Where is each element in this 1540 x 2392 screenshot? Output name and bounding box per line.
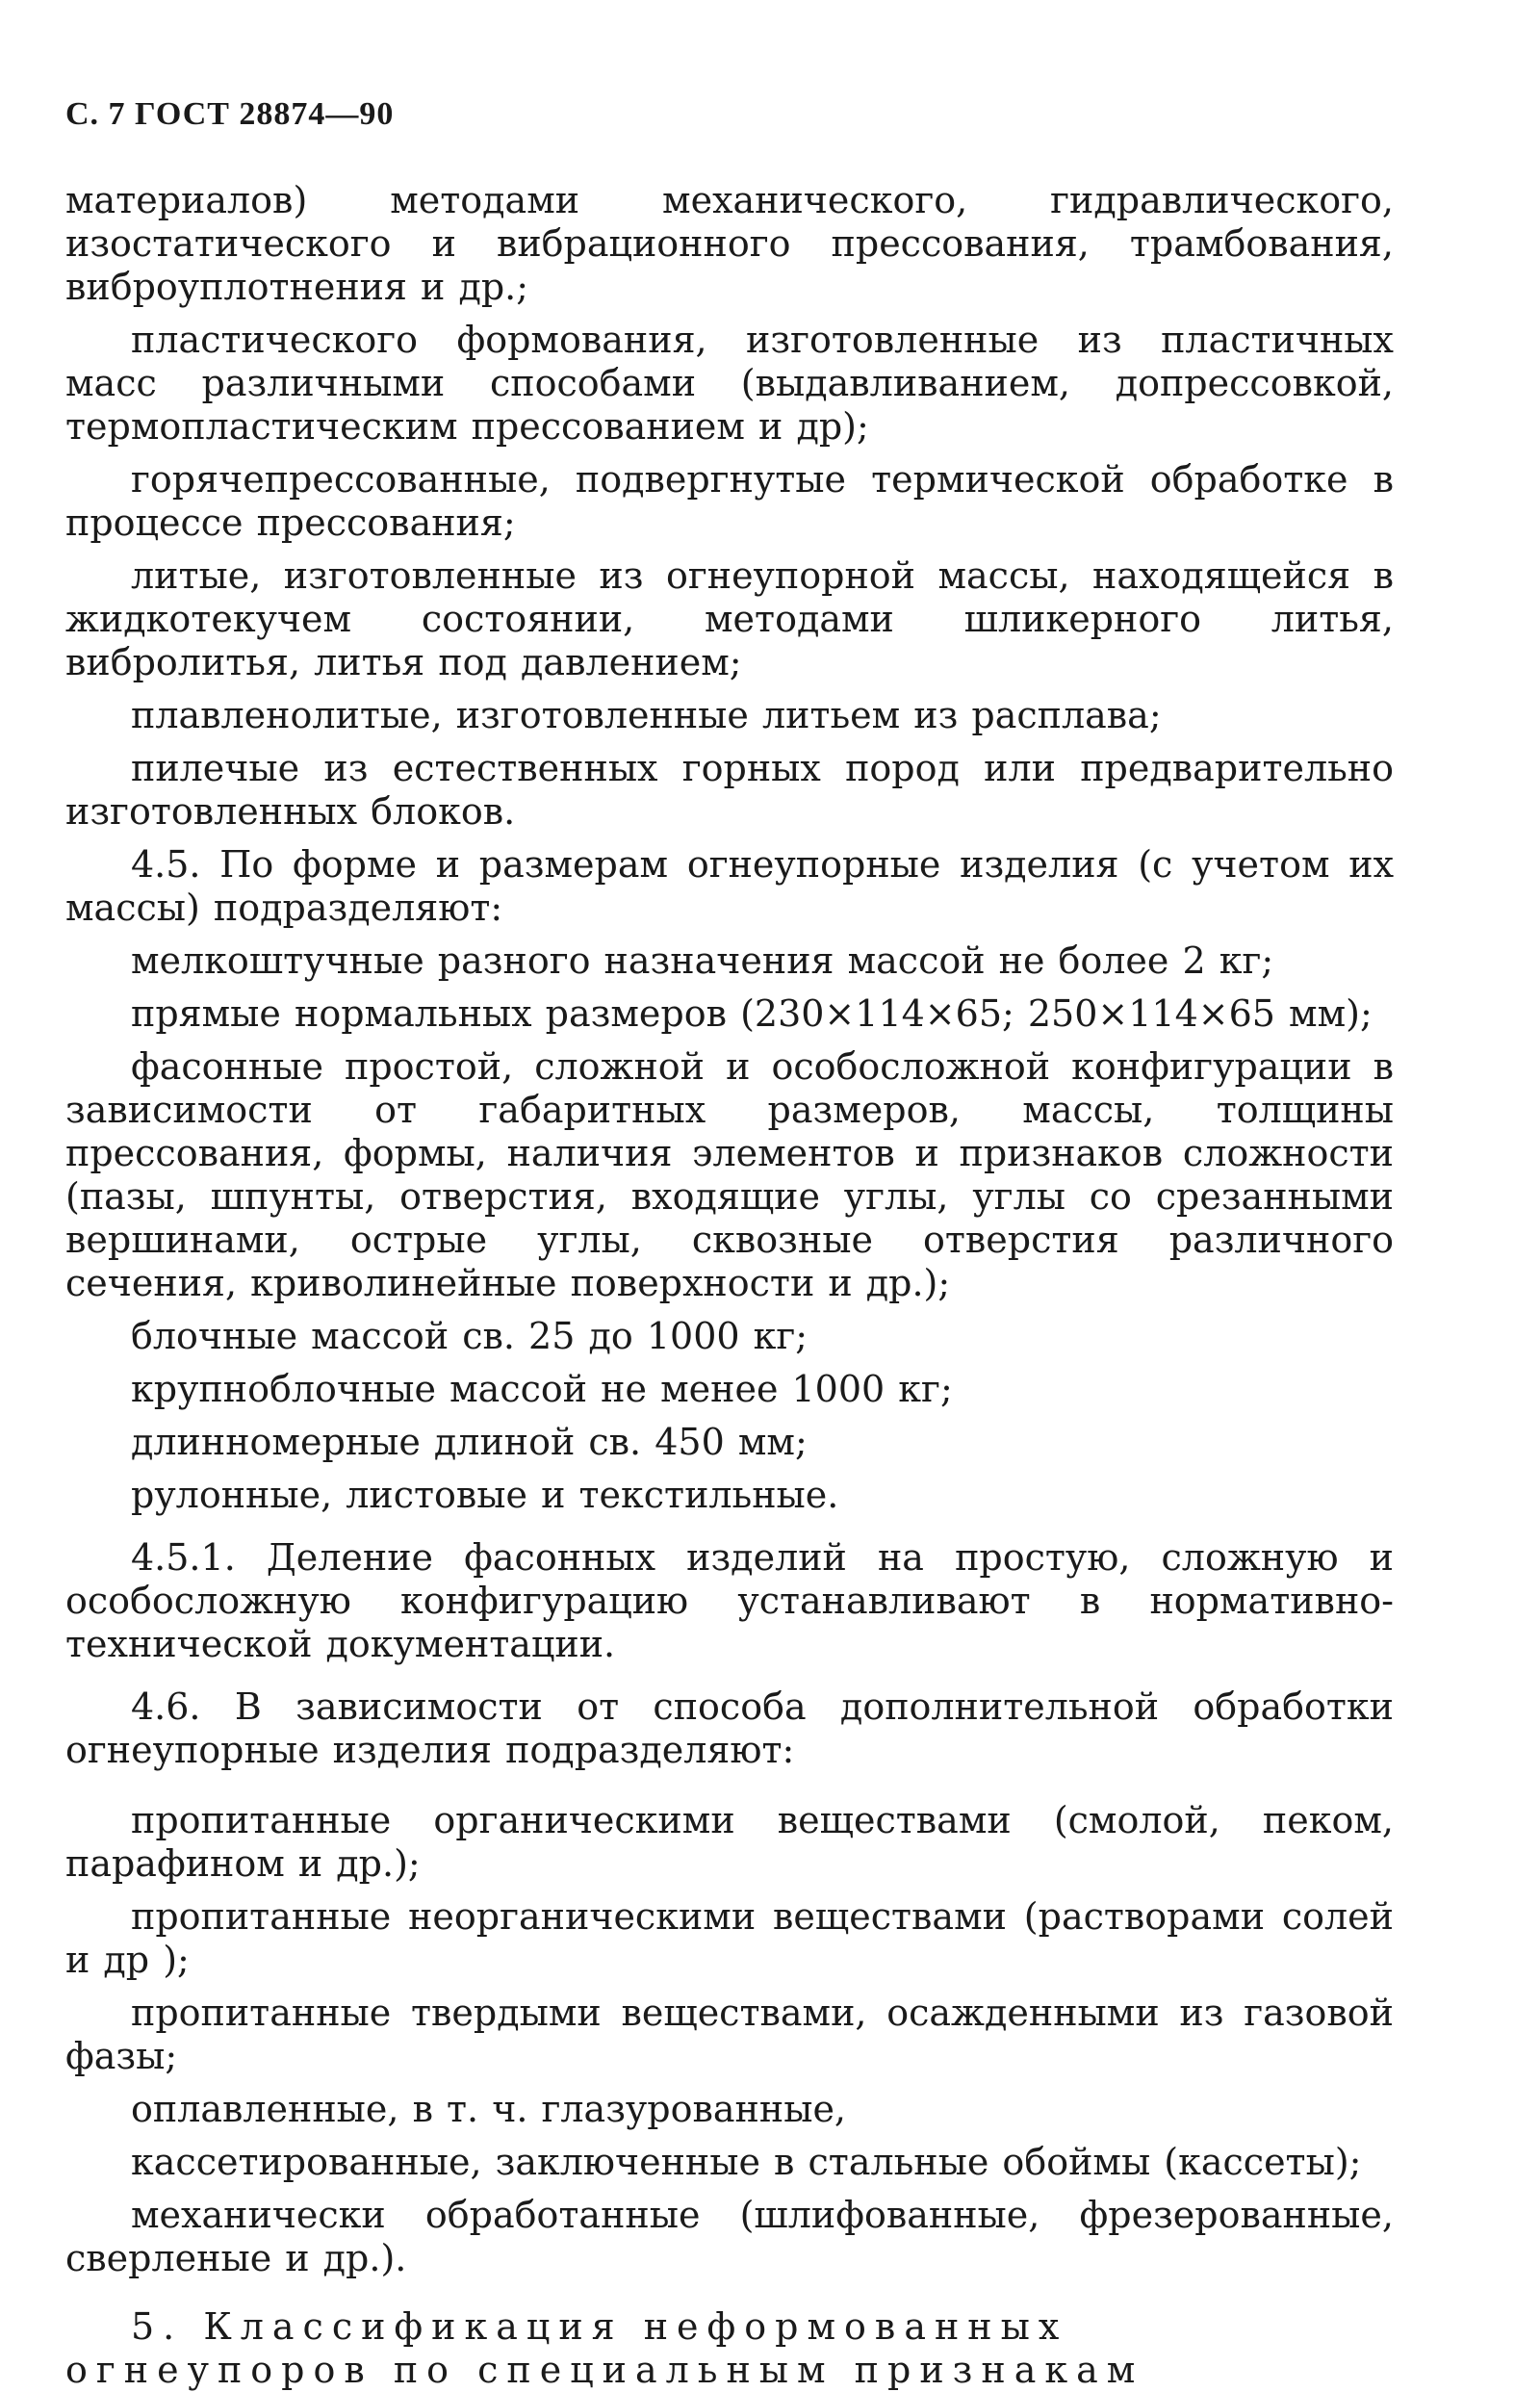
paragraph-sawn: пилечые из естественных горных пород или предварительно изготовленных блоков.	[65, 747, 1394, 833]
paragraph-straight-normal: прямые нормальных размеров (230×114×65; 250×114×65 мм);	[131, 992, 1373, 1035]
paragraph-hot-pressed: горячепрессованные, подвергнутые термической обработке в процессе прессования;	[65, 458, 1394, 544]
paragraph-fused-cast: плавленолитые, изготовленные литьем из расплава;	[131, 694, 1162, 736]
paragraph-shaped: фасонные простой, сложной и особосложной конфигурации в зависимости от габаритных размеров, массы, толщины прессования, формы, наличия элементов и признаков сложности (пазы, шпунты, отверстия, входящие углы, углы со срезанными вершинами, острые углы, сквозные отверстия различного сечения, криволинейные поверхности и др.);	[65, 1045, 1394, 1304]
paragraph-long: длинномерные длиной св. 450 мм;	[131, 1421, 808, 1463]
paragraph-4-5: 4.5. По форме и размерам огнеупорные изделия (с учетом их массы) подразделяют:	[65, 843, 1394, 929]
paragraph-rolled: рулонные, листовые и текстильные.	[131, 1474, 839, 1516]
paragraph-glazed: оплавленные, в т. ч. глазурованные,	[131, 2088, 847, 2130]
paragraph-large-block: крупноблочные массой не менее 1000 кг;	[131, 1368, 953, 1410]
paragraph-impregnated-solid: пропитанные твердыми веществами, осажденными из газовой фазы;	[65, 1992, 1394, 2077]
section-5-heading: 5. Классификация неформованных огнеупоров по специальным признакам	[65, 2305, 1144, 2391]
paragraph-4-5-1: 4.5.1. Деление фасонных изделий на простую, сложную и особосложную конфигурацию устанавливают в нормативно-технической документации.	[65, 1536, 1394, 1665]
paragraph-small-piece: мелкоштучные разного назначения массой не более 2 кг;	[131, 939, 1274, 982]
document-page	[65, 96, 1394, 2392]
paragraph-cassette: кассетированные, заключенные в стальные обоймы (кассеты);	[131, 2141, 1362, 2183]
paragraph-4-6: 4.6. В зависимости от способа дополнительной обработки огнеупорные изделия подразделяют:	[65, 1685, 1394, 1771]
paragraph-impregnated-organic: пропитанные органическими веществами (смолой, пеком, парафином и др.);	[65, 1799, 1394, 1885]
page-header: С. 7 ГОСТ 28874—90	[65, 96, 395, 132]
paragraph-plastic-forming: пластического формования, изготовленные из пластичных масс различными способами (выдавливанием, допрессовкой, термопластическим прессованием и др);	[65, 319, 1394, 448]
paragraph-machined: механически обработанные (шлифованные, фрезерованные, сверленые и др.).	[65, 2194, 1394, 2279]
paragraph-impregnated-inorganic: пропитанные неорганическими веществами (растворами солей и др );	[65, 1895, 1394, 1981]
document-body	[65, 179, 1394, 2280]
paragraph-methods-pressing: материалов) методами механического, гидравлического, изостатического и вибрационного прессования, трамбования, виброуплотнения и др.;	[65, 179, 1394, 308]
paragraph-block: блочные массой св. 25 до 1000 кг;	[131, 1315, 808, 1357]
paragraph-cast: литые, изготовленные из огнеупорной массы, находящейся в жидкотекучем состоянии, методами шликерного литья, вибролитья, литья под давлением;	[65, 554, 1394, 683]
